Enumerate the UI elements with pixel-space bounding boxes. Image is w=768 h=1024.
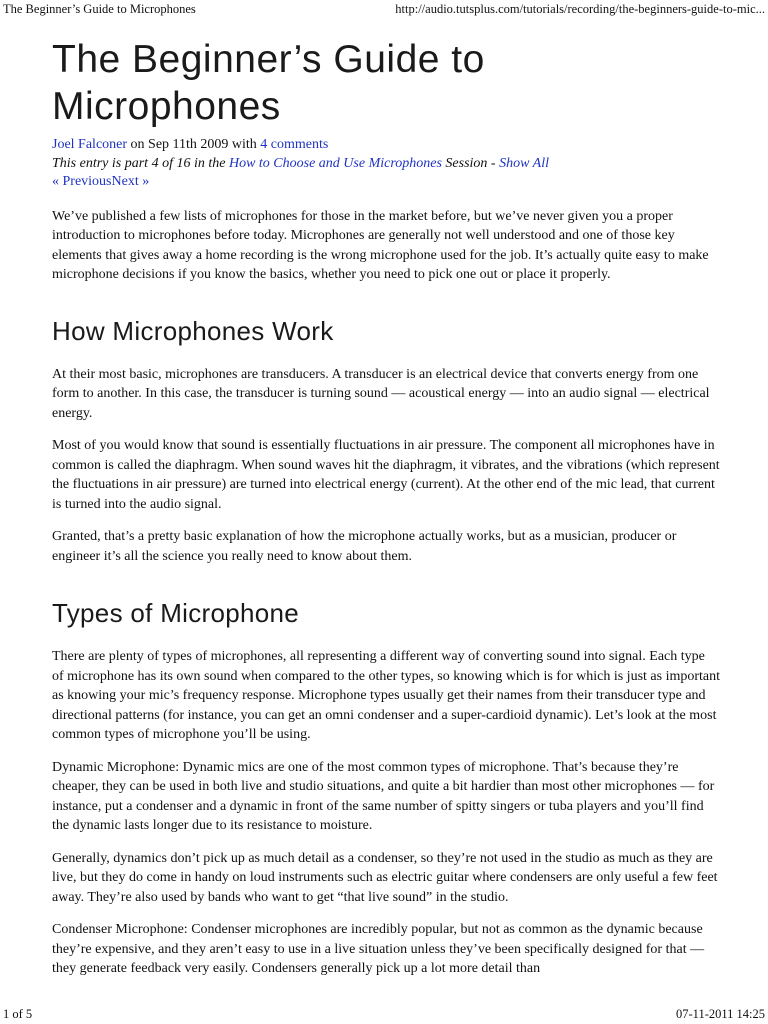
print-url: http://audio.tutsplus.com/tutorials/recording/the-beginners-guide-to-mic... — [395, 2, 765, 16]
next-link[interactable]: Next » — [111, 174, 150, 189]
intro-paragraph: We’ve published a few lists of microphones for those in the market before, but we’ve never given you a proper introduction to microphones before today. Microphones are generally not well understood and one of those key elements that gives away a home recording is the wrong microphone used for the job. It’s actually quite easy to make microphone decisions if you know the basics, whether you need to pick one out or place it properly. — [52, 208, 709, 282]
paragraph: Most of you would know that sound is essentially fluctuations in air pressure. The component all microphones have in common is called the diaphragm. When sound waves hit the diaphragm, it vibrates, and the vibrations (which represent the fluctuations in air pressure) are turned into electrical energy (current). At the other end of the mic lead, that current is turned into the audio signal. — [52, 438, 720, 512]
paragraph: Dynamic Microphone: Dynamic mics are one of the most common types of microphone. That’s because they’re cheaper, they can be used in both live and studio situations, and quite a bit hardier than most other microphones — for instance, put a condenser and a dynamic in front of the same number of spitty singers or tuba players and you’ll find the dynamic lasts longer due to its resistance to moisture. — [52, 759, 715, 833]
author-link[interactable]: Joel Falconer — [52, 137, 128, 152]
show-all-link[interactable]: Show All — [499, 155, 550, 171]
section-heading-types-of-microphone: Types of Microphone — [52, 598, 300, 628]
print-footer — [0, 1006, 768, 1024]
article-title: The Beginner’s Guide to Microphones — [52, 38, 485, 128]
comments-link[interactable]: 4 comments — [260, 137, 329, 152]
series-navigation — [52, 173, 720, 192]
paragraph: Generally, dynamics don’t pick up as much detail as a condenser, so they’re not used in the studio as much as they are live, but they do come in handy on loud instruments such as electric guitar where condensers are only useful a few feet away. They’re also used by bands who want to get “that live sound” in the studio. — [52, 850, 718, 905]
paragraph: Granted, that’s a pretty basic explanation of how the microphone actually works, but as a musician, producer or engineer it’s all the science you really need to know about them. — [52, 529, 677, 564]
section-heading-how-microphones-work: How Microphones Work — [52, 315, 334, 346]
page-count: 1 of 5 — [3, 1007, 33, 1021]
byline — [52, 136, 720, 155]
article — [52, 36, 720, 992]
series-info — [52, 155, 720, 174]
post-date: on Sep 11th 2009 with — [127, 137, 261, 152]
print-datetime: 07-11-2011 14:25 — [676, 1007, 765, 1021]
previous-link[interactable]: « Previous — [52, 174, 112, 189]
series-link[interactable]: How to Choose and Use Microphones — [228, 155, 442, 171]
paragraph: At their most basic, microphones are transducers. A transducer is an electrical device that converts energy from one form to another. In this case, the transducer is turning sound — acoustical energy — into an audio signal — electrical energy. — [52, 366, 710, 421]
series-suffix: Session - — [441, 155, 500, 171]
paragraph: There are plenty of types of microphones, all representing a different way of converting sound into signal. Each type of microphone has its own sound when compared to the other types, so knowing which is for which is just as important as knowing your mic’s frequency response. Microphone types usually get their names from their transducer type and directional patterns (for instance, you can get an omni condenser and a super-cardioid dynamic). Let’s look at the most common types of microphone you’ll be using. — [52, 649, 721, 742]
series-prefix: This entry is part 4 of 16 in the — [52, 155, 229, 171]
print-header — [0, 0, 768, 18]
print-page-title: The Beginner’s Guide to Microphones — [3, 2, 196, 16]
paragraph: Condenser Microphone: Condenser microphones are incredibly popular, but not as common as the dynamic because they’re expensive, and they aren’t easy to use in a live situation unless they’ve been specifically designed for that — they generate feedback very easily. Condensers generally pick up a lot more detail than — [52, 922, 705, 976]
